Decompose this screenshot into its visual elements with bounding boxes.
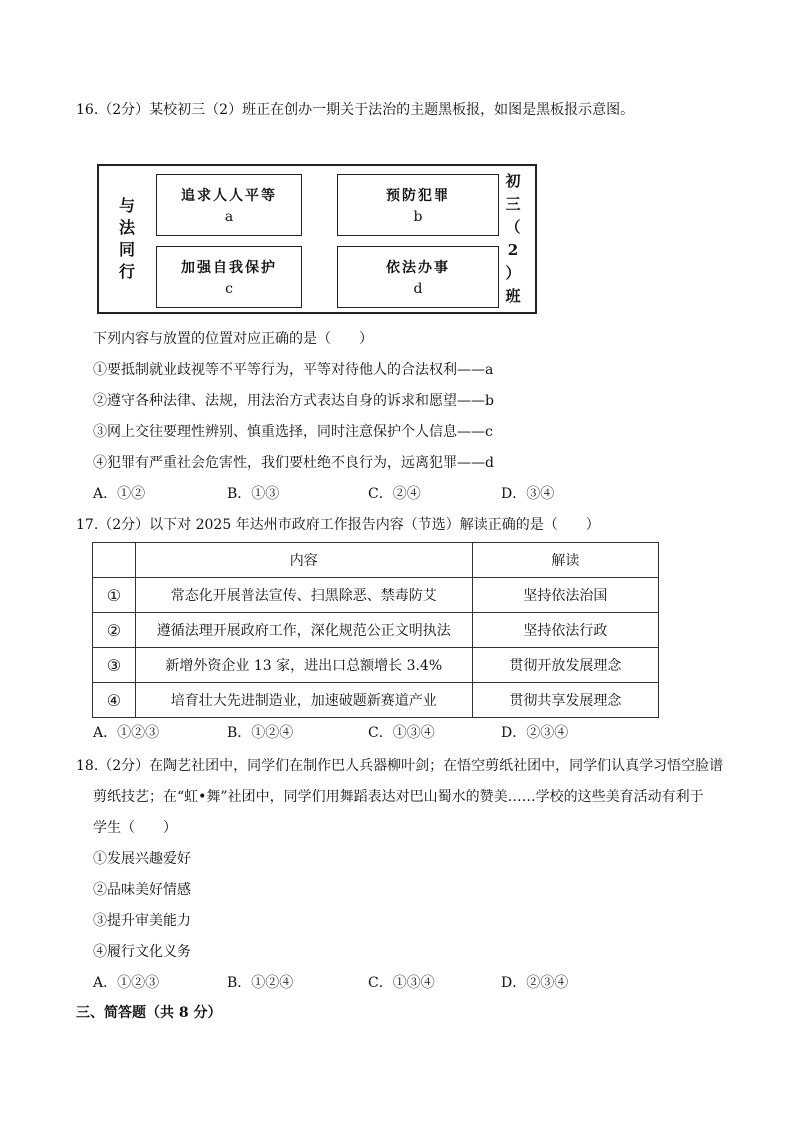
option-d[interactable]: D．③④ bbox=[501, 486, 555, 502]
option-d[interactable]: D．②③④ bbox=[501, 975, 569, 991]
question-16-item: ③网上交往要理性辨别、慎重选择，同时注意保护个人信息——c bbox=[93, 424, 493, 440]
option-c[interactable]: C．①③④ bbox=[368, 725, 435, 741]
question-18-title: 学生（ ） bbox=[93, 820, 177, 836]
table-row: ③ 新增外资企业 13 家，进出口总额增长 3.4% 贯彻开放发展理念 bbox=[93, 648, 659, 683]
option-a[interactable]: A．①② bbox=[93, 486, 146, 502]
question-17-table bbox=[92, 542, 659, 718]
question-18-item: ②品味美好情感 bbox=[93, 882, 191, 898]
option-b[interactable]: B．①③ bbox=[227, 486, 280, 502]
question-18-title: 剪纸技艺；在“虹•舞”社团中，同学们用舞蹈表达对巴山蜀水的赞美……学校的这些美育活动有利于 bbox=[93, 789, 704, 805]
option-b[interactable]: B．①②④ bbox=[227, 725, 294, 741]
table-row: ④ 培育壮大先进制造业，加速破题新赛道产业 贯彻共享发展理念 bbox=[93, 683, 659, 718]
option-b[interactable]: B．①②④ bbox=[227, 975, 294, 991]
question-18-options bbox=[93, 973, 653, 993]
question-16-item: ②遵守各种法律、法规，用法治方式表达自身的诉求和愿望——b bbox=[93, 393, 494, 409]
board-cell-c: 加强自我保护 c bbox=[156, 246, 302, 308]
question-16-item: ①要抵制就业歧视等不平等行为，平等对待他人的合法权利——a bbox=[93, 362, 494, 378]
table-row: ① 常态化开展普法宣传、扫黑除恶、禁毒防艾 坚持依法治国 bbox=[93, 578, 659, 613]
question-18-title: 18.（2分）在陶艺社团中，同学们在制作巴人兵器柳叶剑；在悟空剪纸社团中，同学们认真学习悟空脸谱 bbox=[76, 758, 724, 774]
option-c[interactable]: C．②④ bbox=[368, 486, 421, 502]
question-18-item: ③提升审美能力 bbox=[93, 913, 191, 929]
question-17-title: 17.（2分）以下对 2025 年达州市政府工作报告内容（节选）解读正确的是（ ） bbox=[76, 517, 600, 533]
question-17-options bbox=[93, 723, 653, 743]
option-d[interactable]: D．②③④ bbox=[501, 725, 569, 741]
board-cell-d: 依法办事 d bbox=[337, 246, 499, 308]
table-header-row bbox=[93, 543, 659, 578]
question-16-options bbox=[93, 484, 653, 504]
blackboard-diagram bbox=[97, 164, 537, 314]
option-a[interactable]: A．①②③ bbox=[93, 975, 160, 991]
question-18-item: ①发展兴趣爱好 bbox=[93, 851, 191, 867]
question-16-item: ④犯罪有严重社会危害性，我们要杜绝不良行为，远离犯罪——d bbox=[93, 455, 494, 471]
section-heading: 三、简答题（共 8 分） bbox=[76, 1005, 222, 1021]
table-header: 解读 bbox=[472, 543, 658, 578]
board-cell-b: 预防犯罪 b bbox=[337, 174, 499, 236]
board-cell-a: 追求人人平等 a bbox=[156, 174, 302, 236]
question-16-stem: 下列内容与放置的位置对应正确的是（ ） bbox=[93, 331, 373, 347]
option-a[interactable]: A．①②③ bbox=[93, 725, 160, 741]
table-row: ② 遵循法理开展政府工作，深化规范公正文明执法 坚持依法行政 bbox=[93, 613, 659, 648]
question-16-title: 16.（2分）某校初三（2）班正在创办一期关于法治的主题黑板报，如图是黑板报示意图。 bbox=[76, 102, 635, 118]
board-right-title: 初 三 （ 2 ） 班 bbox=[505, 172, 521, 305]
question-18-item: ④履行文化义务 bbox=[93, 944, 191, 960]
option-c[interactable]: C．①③④ bbox=[368, 975, 435, 991]
table-header bbox=[93, 543, 136, 578]
table-header: 内容 bbox=[135, 543, 472, 578]
board-left-title: 与 法 同 行 bbox=[118, 196, 135, 281]
